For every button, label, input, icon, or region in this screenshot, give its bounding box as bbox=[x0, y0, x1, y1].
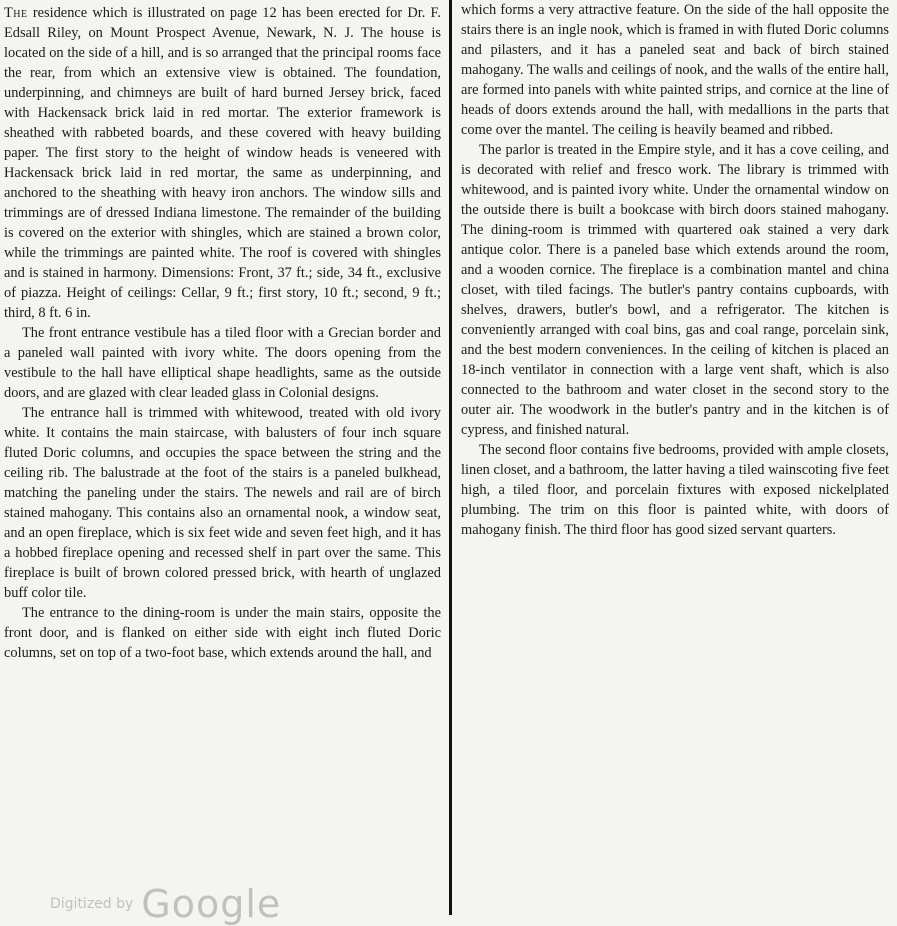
watermark-small-text: Digitized by bbox=[50, 896, 134, 912]
left-column bbox=[4, 3, 441, 663]
paragraph-parlor: The parlor is treated in the Empire style, and it has a cove ceiling, and is decorated with relief and fresco work. The library is trimmed with whitewood, and is painted ivory white. Under the ornamental window on the outside there is built a bookcase with birch doors stained mahogany. The dining-room is trimmed with quartered oak stained a very dark antique color. There is a paneled base which extends around the room, and a wooden cornice. The fireplace is a combination mantel and china closet, with tiled facings. The butler's pantry contains cupboards, with shelves, drawers, butler's bowl, and a refrigerator. The kitchen is conveniently arranged with coal bins, gas and coal range, porcelain sink, and the best modern conveniences. In the ceiling of kitchen is placed an 18-inch ventilator in connection with a large vent shaft, which is also connected to the bathroom and water closet in the second story to the outer air. The woodwork in the butler's pantry and in the kitchen is of cypress, and finished natural. bbox=[461, 142, 889, 438]
watermark-logo-text: Google bbox=[141, 882, 282, 926]
column-divider bbox=[449, 0, 452, 915]
paragraph-2: The front entrance vestibule has a tiled floor with a Grecian border and a paneled wall painted with ivory white. The doors opening from the vestibule to the hall have elliptical shape headlights, same as the outside doors, and are glazed with clear leaded glass in Colonial designs. bbox=[4, 325, 441, 401]
paragraph-3: The entrance hall is trimmed with whitewood, treated with old ivory white. It contains the main staircase, with balusters of four inch square fluted Doric columns, and occupies the space between the string and the ceiling rib. The balustrade at the foot of the stairs is a paneled bulkhead, matching the paneling under the stairs. The newels and rail are of birch stained mahogany. This contains also an ornamental nook, a window seat, and an open fireplace, which is six feet wide and seven feet high, and it has a hobbed fireplace opening and recessed shelf in part over the same. This fireplace is built of brown colored pressed brick, with hearth of unglazed buff color tile. bbox=[4, 405, 441, 601]
paragraph-1-text: residence which is illustrated on page 12 has been erected for Dr. F. Edsall Riley, on Mount Prospect Avenue, Newark, N. J. The house is located on the side of a hill, and is so arranged that the principal rooms face the rear, from which an extensive view is obtained. The foundation, underpinning, and chimneys are built of hard burned Jersey brick, faced with Hackensack brick laid in red mortar. The exterior framework is sheathed with rabbeted boards, and these covered with heavy building paper. The first story to the height of window heads is veneered with Hackensack brick laid in red mortar, the same as underpinning, and anchored to the sheathing with heavy iron anchors. The window sills and trimmings are of dressed Indiana limestone. The remainder of the building is covered on the exterior with shingles, which are stained a brown color, while the trimmings are painted white. The roof is covered with shingles and is stained in harmony. Dimensions: Front, 37 ft.; side, 34 ft., exclusive of piazza. Height of ceilings: Cellar, 9 ft.; first story, 10 ft.; second, 9 ft.; third, 8 ft. 6 in. bbox=[4, 5, 441, 321]
paragraph-1 bbox=[4, 3, 441, 323]
paragraph-4: The entrance to the dining-room is under the main stairs, opposite the front door, and is flanked on either side with eight inch fluted Doric columns, set on top of a two-foot base, which extends around the hall, and bbox=[4, 605, 441, 661]
paragraph-continued: which forms a very attractive feature. On the side of the hall opposite the stairs there is an ingle nook, which is framed in with fluted Doric columns and pilasters, and it has a paneled seat and back of birch stained mahogany. The walls and ceilings of nook, and the walls of the entire hall, are formed into panels with white painted strips, and cornice at the line of heads of doors extends around the hall, with medallions in the parts that come over the mantel. The ceiling is heavily beamed and ribbed. bbox=[461, 2, 890, 138]
lead-word: The bbox=[4, 5, 28, 21]
digitized-watermark bbox=[50, 882, 281, 926]
right-column bbox=[461, 0, 889, 540]
paragraph-second-floor: The second floor contains five bedrooms, provided with ample closets, linen closet, and a bathroom, the latter having a tiled wainscoting five feet high, a tiled floor, and porcelain fixtures with exposed nickelplated plumbing. The trim on this floor is painted white, with doors of mahogany finish. The third floor has good sized servant quarters. bbox=[461, 442, 889, 538]
